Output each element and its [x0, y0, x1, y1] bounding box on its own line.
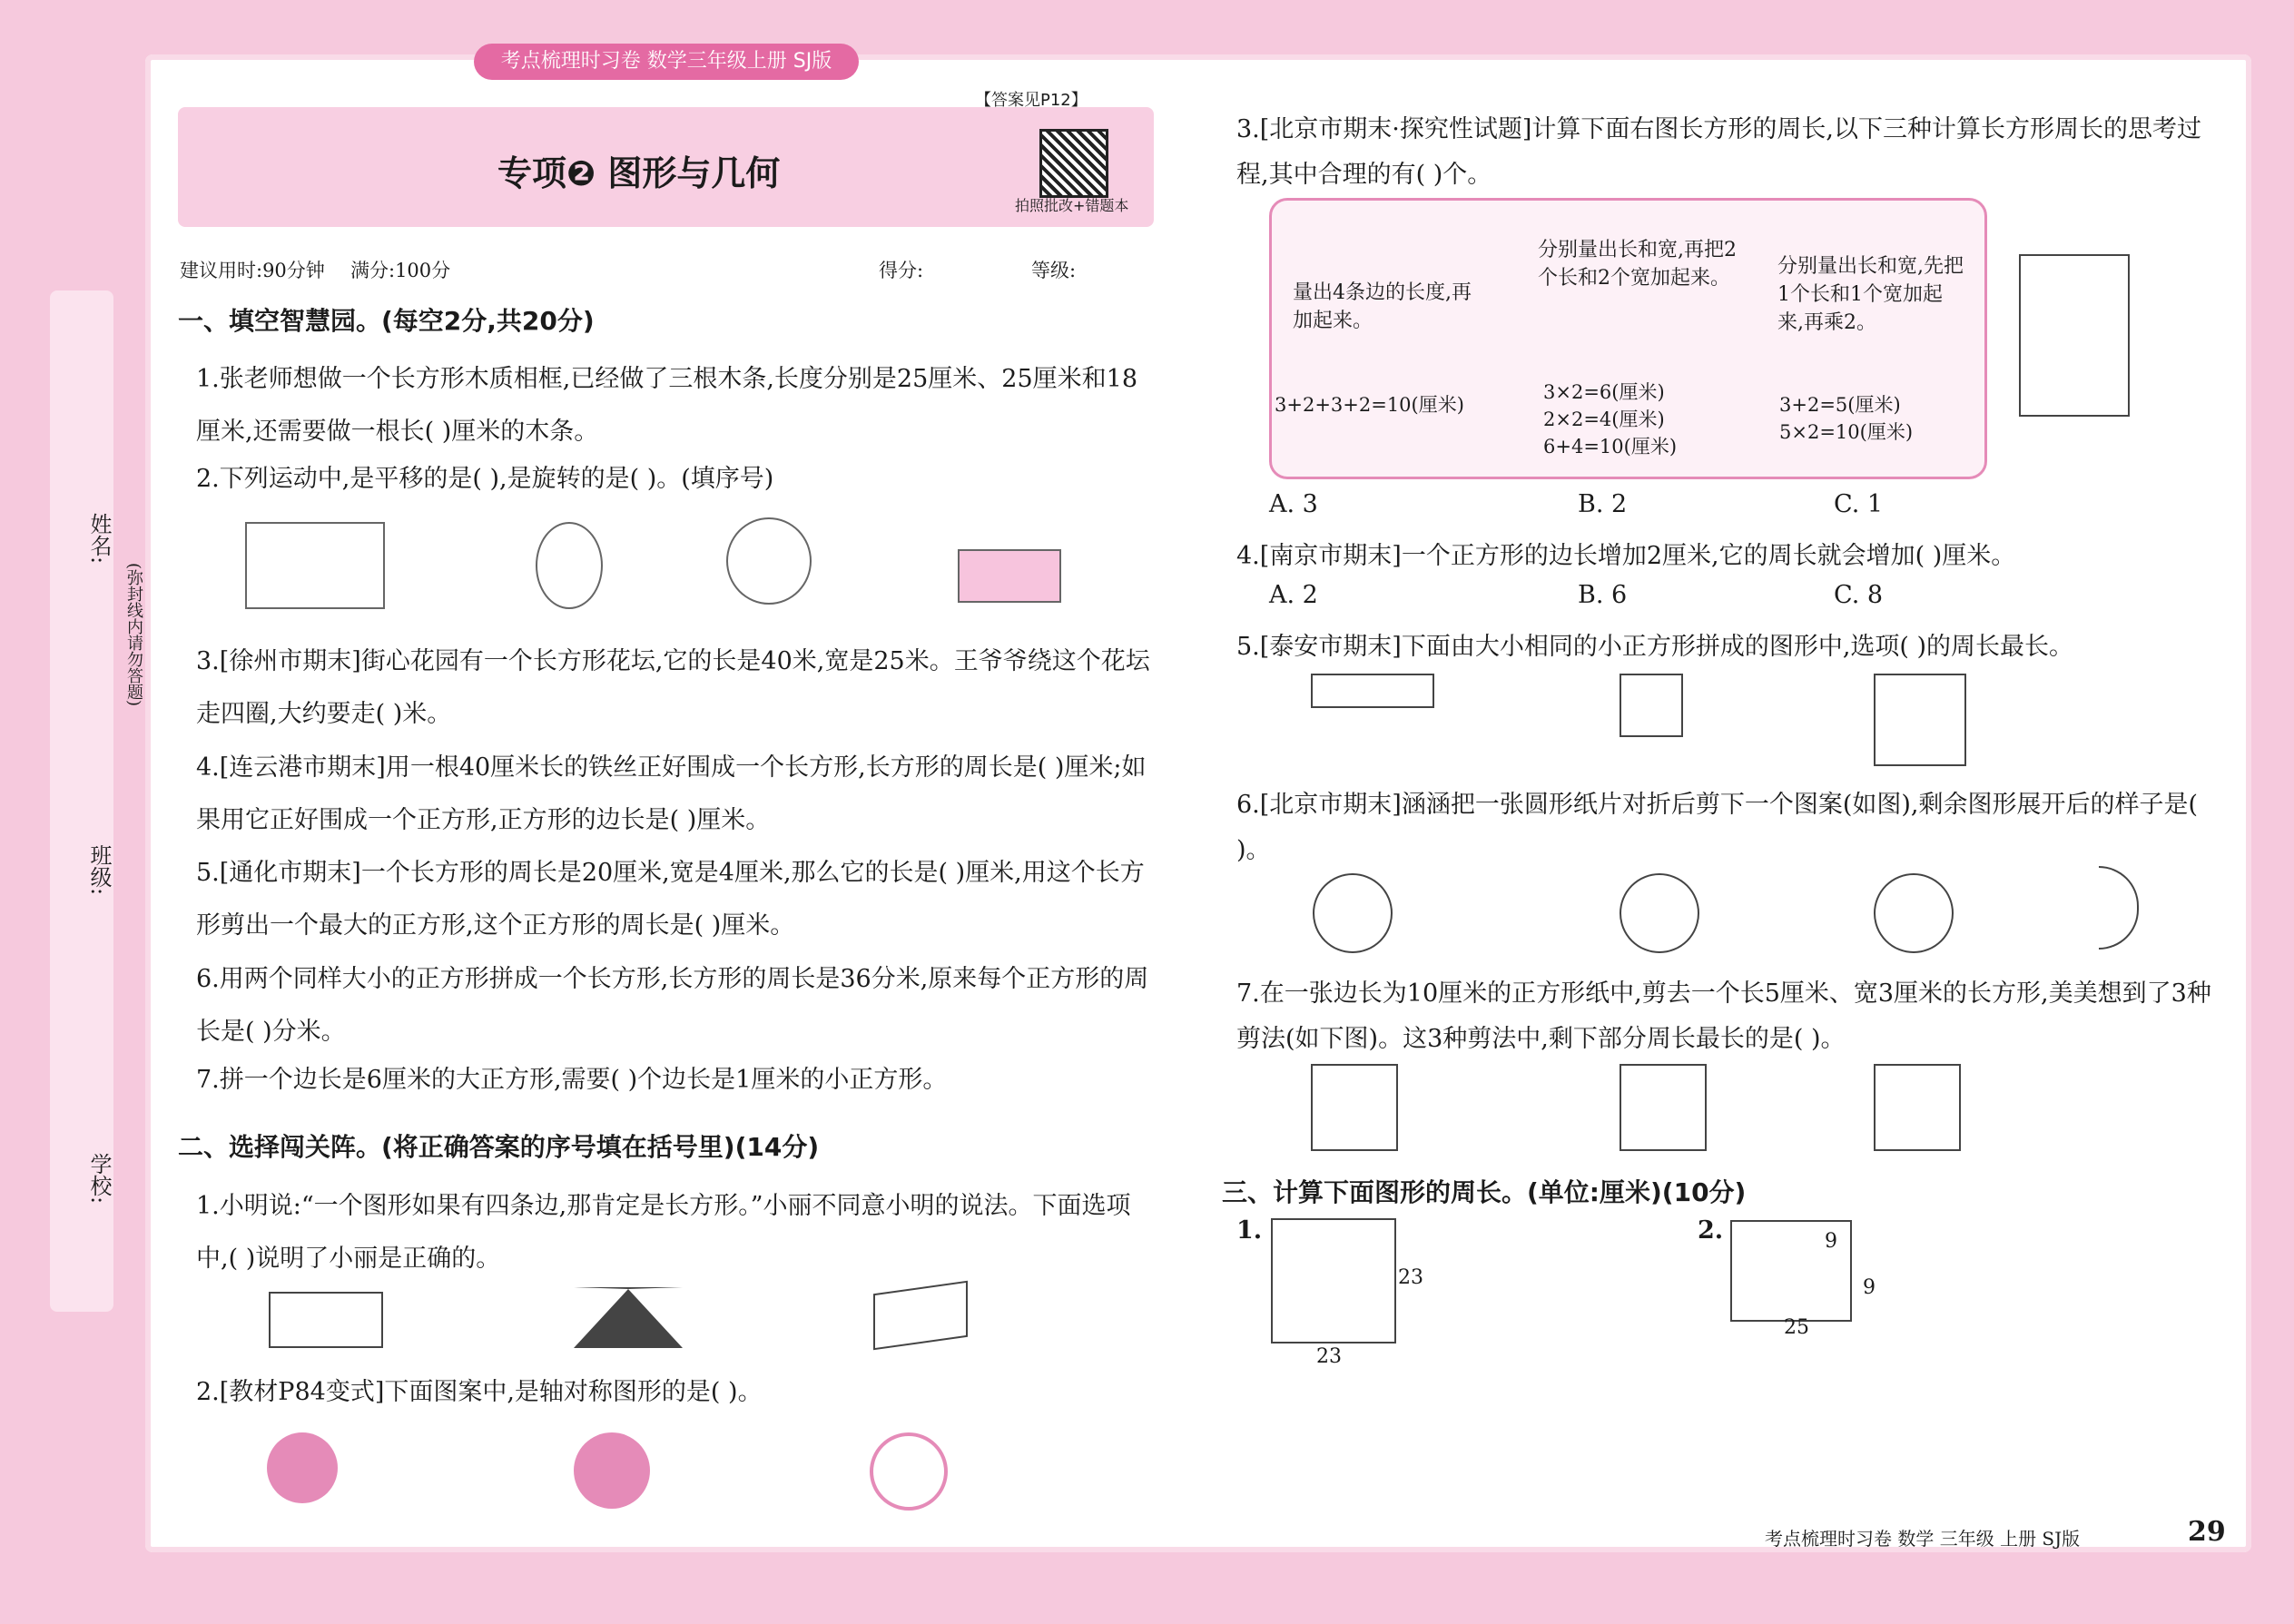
s3-dim-bottom: 23	[1316, 1345, 1342, 1368]
choice-b-triangle	[574, 1287, 683, 1348]
s1-q7: 7.拼一个边长是6厘米的大正方形,需要( )个边长是1厘米的小正方形。	[196, 1066, 948, 1094]
cut-b	[1620, 1064, 1707, 1151]
reference-rectangle	[2019, 254, 2130, 417]
q4-opt-a: A. 2	[1269, 581, 1318, 609]
slide-image	[245, 522, 385, 609]
q3-opt-b: B. 2	[1578, 490, 1628, 518]
s2-q6: 6.[北京市期末]涵涵把一张圆形纸片对折后剪下一个图案(如图),剩余图形展开后的样子是( )。	[1236, 791, 2199, 864]
full-score: 满分:100分	[350, 260, 451, 281]
s3-dim-9b: 9	[1863, 1276, 1876, 1299]
footer-text: 考点梳理时习卷 数学 三年级 上册 SJ版	[1765, 1528, 2081, 1550]
bubble-2: 分别量出长和宽,再把2个长和2个宽加起来。	[1538, 239, 1737, 290]
qr-code-icon	[1039, 129, 1108, 198]
score-label: 得分:	[879, 260, 924, 281]
drawer-image	[958, 549, 1061, 603]
q3-opt-c: C. 1	[1834, 490, 1884, 518]
worksheet-title: 专项❷ 图形与几何	[497, 153, 781, 193]
s1-q4: 4.[连云港市期末]用一根40厘米长的铁丝正好围成一个长方形,长方形的周长是( )厘米;如果用它正好围成一个正方形,正方形的边长是( )厘米。	[196, 753, 1147, 834]
shape-a-strip	[1311, 674, 1434, 708]
s1-q3: 3.[徐州市期末]街心花园有一个长方形花坛,它的长是40米,宽是25米。王爷爷绕这个花坛走四圈,大约要走( )米。	[196, 647, 1150, 728]
calc-1: 3+2+3+2=10(厘米)	[1275, 394, 1464, 416]
s2-q3: 3.[北京市期末·探究性试题]计算下面右图长方形的周长,以下三种计算长方形周长的思考过程,其中合理的有( )个。	[1236, 115, 2201, 189]
q4-opt-c: C. 8	[1834, 581, 1884, 609]
q4-opt-b: B. 6	[1578, 581, 1628, 609]
q3-opt-a: A. 3	[1269, 490, 1318, 518]
circle-a-icon	[1313, 873, 1393, 953]
time-limit: 建议用时:90分钟	[180, 260, 325, 281]
s3-dim-right: 23	[1398, 1266, 1423, 1289]
section-3-title: 三、计算下面图形的周长。(单位:厘米)(10分)	[1222, 1177, 1747, 1207]
choice-a-rectangle	[269, 1292, 383, 1348]
s2-q1: 1.小明说:“一个图形如果有四条边,那肯定是长方形。”小丽不同意小明的说法。下面选项中,( )说明了小丽是正确的。	[196, 1192, 1131, 1273]
class-label: 班级:	[86, 844, 112, 896]
page-number: 29	[2188, 1516, 2226, 1548]
s1-q6: 6.用两个同样大小的正方形拼成一个长方形,长方形的周长是36分米,原来每个正方形的周长是( )分米。	[196, 965, 1149, 1046]
bubble-3: 分别量出长和宽,先把1个长和1个宽加起来,再乘2。	[1777, 255, 1964, 334]
s2-q5: 5.[泰安市期末]下面由大小相同的小正方形拼成的图形中,选项( )的周长最长。	[1236, 633, 2074, 661]
shape-b-square	[1620, 674, 1683, 737]
ferris-wheel-image	[726, 517, 812, 605]
fan-image	[536, 522, 603, 609]
symbol-a-icon	[267, 1432, 338, 1503]
section-2-title: 二、选择闯关阵。(将正确答案的序号填在括号里)(14分)	[178, 1132, 820, 1162]
s3-q2-label: 2.	[1698, 1216, 1724, 1245]
s2-q2: 2.[教材P84变式]下面图案中,是轴对称图形的是( )。	[196, 1378, 763, 1406]
hand-icon	[870, 1432, 948, 1511]
name-label: 姓名:	[86, 513, 112, 565]
calc-2: 3×2=6(厘米) 2×2=4(厘米) 6+4=10(厘米)	[1543, 381, 1678, 458]
s3-dim-9a: 9	[1825, 1230, 1837, 1253]
shape-c-cross	[1874, 674, 1966, 766]
qr-caption: 拍照批改+错题本	[1015, 197, 1129, 214]
s1-q1: 1.张老师想做一个长方形木质相框,已经做了三根木条,长度分别是25厘米、25厘米和18厘米,还需要做一根长( )厘米的木条。	[196, 365, 1137, 446]
s3-dim-25: 25	[1784, 1316, 1809, 1339]
section-1-title: 一、填空智慧园。(每空2分,共20分)	[178, 306, 595, 336]
top-banner: 考点梳理时习卷 数学三年级上册 SJ版	[474, 44, 859, 80]
school-label: 学校:	[86, 1153, 112, 1205]
s2-q4: 4.[南京市期末]一个正方形的边长增加2厘米,它的周长就会增加( )厘米。	[1236, 542, 2016, 570]
calc-3: 3+2=5(厘米) 5×2=10(厘米)	[1779, 394, 1914, 443]
circle-b-icon	[1620, 873, 1699, 953]
circle-c-icon	[1874, 873, 1954, 953]
tooth-icon	[574, 1432, 650, 1509]
bubble-1: 量出4条边的长度,再加起来。	[1293, 281, 1472, 332]
answer-reference: 【答案见P12】	[975, 91, 1088, 110]
s1-q2: 2.下列运动中,是平移的是( ),是旋转的是( )。(填序号)	[196, 465, 774, 493]
s3-q1-label: 1.	[1236, 1216, 1263, 1245]
cut-c	[1874, 1064, 1961, 1151]
cut-a	[1311, 1064, 1398, 1151]
s1-q5: 5.[通化市期末]一个长方形的周长是20厘米,宽是4厘米,那么它的长是( )厘米,用这个长方形剪出一个最大的正方形,这个正方形的周长是( )厘米。	[196, 859, 1145, 940]
s2-q7: 7.在一张边长为10厘米的正方形纸中,剪去一个长5厘米、宽3厘米的长方形,美美想到了3种剪法(如下图)。这3种剪法中,剩下部分周长最长的是( )。	[1236, 979, 2211, 1053]
square-figure	[1271, 1218, 1396, 1343]
grade-label: 等级:	[1031, 260, 1077, 281]
seal-line-note: (弥封线内请勿答题)	[124, 563, 143, 707]
